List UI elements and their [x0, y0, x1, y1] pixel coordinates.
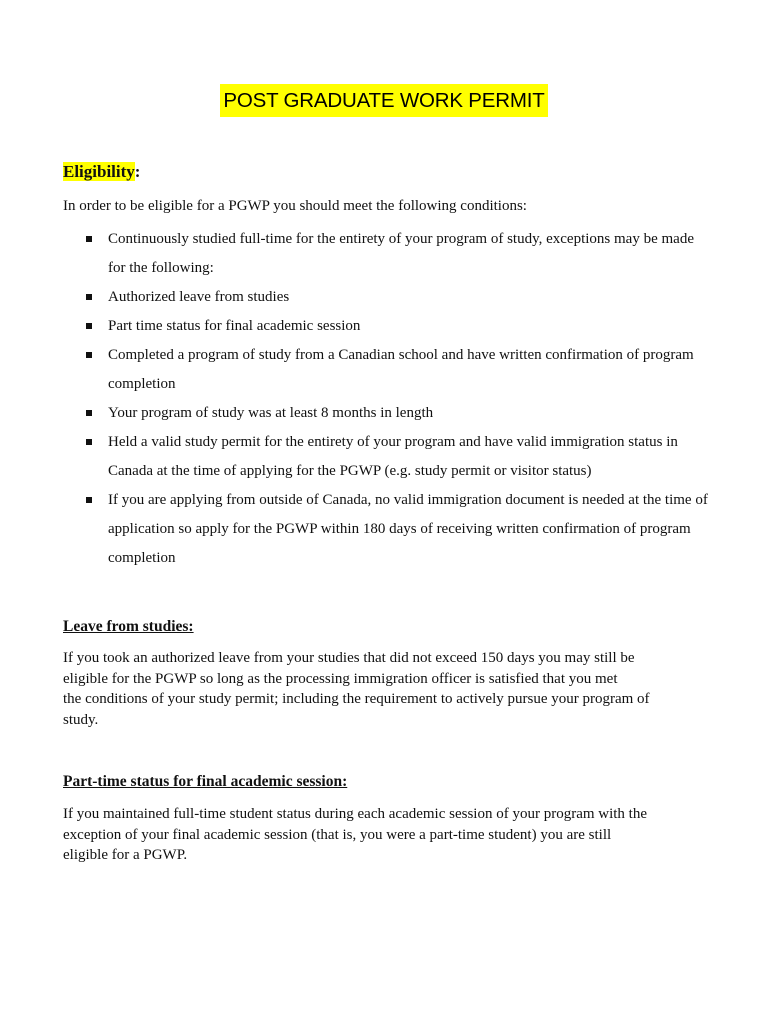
- eligibility-heading: [63, 160, 140, 184]
- paragraph-line: If you took an authorized leave from your studies that did not exceed 150 days you may still be: [63, 650, 635, 666]
- paragraph-line: eligible for the PGWP so long as the processing immigration officer is satisfied that you met: [63, 670, 618, 687]
- paragraph-line: the conditions of your study permit; including the requirement to actively pursue your program of: [63, 691, 650, 707]
- bullet-square-icon: [86, 294, 92, 300]
- list-item-text: If you are applying from outside of Canada, no valid immigration document is needed at the time of application so apply for the PGWP within 180 days of receiving written confirmation of program completion: [108, 492, 708, 566]
- eligibility-list: [63, 225, 713, 573]
- list-item: [63, 225, 713, 283]
- leave-heading: Leave from studies:: [63, 618, 194, 635]
- list-item: [63, 312, 713, 341]
- bullet-square-icon: [86, 236, 92, 242]
- list-item: [63, 341, 713, 399]
- bullet-square-icon: [86, 352, 92, 358]
- list-item: [63, 486, 713, 573]
- title-container: [0, 84, 768, 117]
- list-item: [63, 283, 713, 312]
- parttime-paragraph: [63, 804, 713, 866]
- bullet-square-icon: [86, 323, 92, 329]
- paragraph-line: study.: [63, 711, 99, 728]
- list-item: [63, 428, 713, 486]
- paragraph-line: If you maintained full-time student status during each academic session of your program with the: [63, 806, 648, 822]
- bullet-square-icon: [86, 497, 92, 503]
- paragraph-line: exception of your final academic session (that is, you were a part-time student) you are still: [63, 826, 612, 843]
- eligibility-heading-colon: :: [134, 162, 141, 181]
- leave-paragraph: [63, 648, 713, 730]
- page-title: POST GRADUATE WORK PERMIT: [220, 84, 547, 117]
- list-item-text: Continuously studied full-time for the entirety of your program of study, exceptions may be made for the following:: [108, 231, 694, 276]
- list-item-text: Your program of study was at least 8 months in length: [108, 405, 434, 421]
- list-item-text: Authorized leave from studies: [108, 289, 290, 305]
- eligibility-heading-highlight: Eligibility: [63, 162, 135, 181]
- list-item-text: Part time status for final academic session: [108, 318, 361, 334]
- list-item-text: Held a valid study permit for the entirety of your program and have valid immigration status in Canada at the time of applying for the PGWP (e.g. study permit or visitor status): [108, 434, 678, 479]
- bullet-square-icon: [86, 439, 92, 445]
- list-item-text: Completed a program of study from a Canadian school and have written confirmation of program completion: [108, 347, 694, 392]
- parttime-heading: Part-time status for final academic session:: [63, 773, 348, 790]
- paragraph-line: eligible for a PGWP.: [63, 847, 188, 863]
- eligibility-intro: In order to be eligible for a PGWP you should meet the following conditions:: [63, 198, 527, 214]
- list-item: [63, 399, 713, 428]
- bullet-square-icon: [86, 410, 92, 416]
